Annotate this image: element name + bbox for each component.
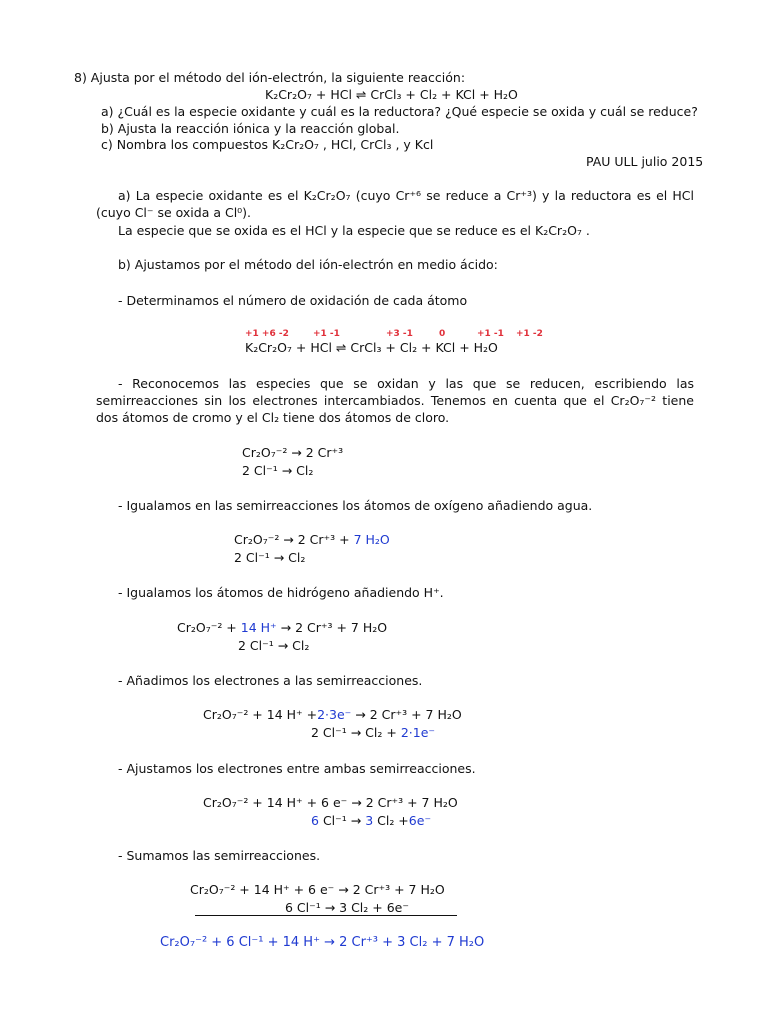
eq3-line2: 2 Cl⁻¹ → Cl₂	[234, 550, 306, 565]
question-reaction: K₂Cr₂O₇ + HCl ⇌ CrCl₃ + Cl₂ + KCl + H₂O	[265, 87, 518, 102]
ox-number-kcl: +1 -1	[477, 329, 504, 339]
eq5-electrons-1: 2·3e⁻	[317, 707, 352, 722]
part-b-intro: b) Ajustamos por el método del ión-electrón en medio ácido:	[118, 257, 498, 272]
eq5-line1: Cr₂O₇⁻² + 14 H⁺ +2·3e⁻ → 2 Cr⁺³ + 7 H₂O	[203, 707, 462, 722]
step-oxidation-numbers: - Determinamos el número de oxidación de cada átomo	[118, 293, 468, 308]
eq5-line2: 2 Cl⁻¹ → Cl₂ + 2·1e⁻	[311, 725, 435, 740]
step-add-electrons: - Añadimos los electrones a las semirreacciones.	[118, 673, 423, 688]
eq7-line1: Cr₂O₇⁻² + 14 H⁺ + 6 e⁻ → 2 Cr⁺³ + 7 H₂O	[190, 882, 445, 897]
eq4-protons: 14 H⁺	[240, 620, 277, 635]
ox-number-hcl: +1 -1	[313, 329, 340, 339]
eq4-line1: Cr₂O₇⁻² + 14 H⁺ → 2 Cr⁺³ + 7 H₂O	[177, 620, 388, 635]
eq2-line1: Cr₂O₇⁻² → 2 Cr⁺³	[242, 445, 344, 460]
eq3-line1: Cr₂O₇⁻² → 2 Cr⁺³ + 7 H₂O	[234, 532, 390, 547]
final-equation: Cr₂O₇⁻² + 6 Cl⁻¹ + 14 H⁺ → 2 Cr⁺³ + 3 Cl₂ + 7 H₂O	[160, 935, 485, 950]
part-a-paragraph-1: a) La especie oxidante es el K₂Cr₂O₇ (cuyo Cr⁺⁶ se reduce a Cr⁺³) y la reductora es el HCl (cuyo Cl⁻ se oxida a Cl⁰).	[96, 188, 694, 220]
eq3-water: 7 H₂O	[353, 532, 390, 547]
ox-reaction: K₂Cr₂O₇ + HCl ⇌ CrCl₃ + Cl₂ + KCl + H₂O	[245, 340, 498, 355]
eq6-line1: Cr₂O₇⁻² + 14 H⁺ + 6 e⁻ → 2 Cr⁺³ + 7 H₂O	[203, 795, 458, 810]
question-title: 8) Ajusta por el método del ión-electrón, la siguiente reacción:	[74, 70, 466, 85]
question-item-c: c) Nombra los compuestos K₂Cr₂O₇ , HCl, CrCl₃ , y Kcl	[101, 137, 434, 152]
ox-number-crcl3: +3 -1	[386, 329, 413, 339]
step-recognize-species: - Reconocemos las especies que se oxidan y las que se reducen, escribiendo las semirreacciones sin los electrones intercambiados. Tenemos en cuenta que el Cr₂O₇⁻² tiene dos átomos de cromo y el Cl₂ tiene dos átomos de cloro.	[96, 376, 694, 425]
step-balance-hydrogen: - Igualamos los átomos de hidrógeno añadiendo H⁺.	[118, 585, 444, 600]
eq5-electrons-2: 2·1e⁻	[400, 725, 435, 740]
step-balance-oxygen: - Igualamos en las semirreacciones los átomos de oxígeno añadiendo agua.	[118, 498, 593, 513]
question-item-b: b) Ajusta la reacción iónica y la reacción global.	[101, 121, 400, 136]
ox-number-cl2: 0	[439, 329, 446, 339]
sum-underline	[195, 915, 457, 916]
eq4-line2: 2 Cl⁻¹ → Cl₂	[238, 638, 310, 653]
eq2-line2: 2 Cl⁻¹ → Cl₂	[242, 463, 314, 478]
eq7-line2: 6 Cl⁻¹ → 3 Cl₂ + 6e⁻	[285, 900, 409, 915]
question-item-a: a) ¿Cuál es la especie oxidante y cuál es la reductora? ¿Qué especie se oxida y cuál se reduce?	[101, 104, 698, 119]
part-a-paragraph-2: La especie que se oxida es el HCl y la especie que se reduce es el K₂Cr₂O₇ .	[118, 223, 590, 238]
ox-number-k2cr2o7: +1 +6 -2	[245, 329, 289, 339]
source-label: PAU ULL julio 2015	[586, 154, 704, 169]
ox-number-h2o: +1 -2	[516, 329, 543, 339]
eq6-line2: 6 Cl⁻¹ → 3 Cl₂ +6e⁻	[311, 813, 432, 828]
step-sum-reactions: - Sumamos las semirreacciones.	[118, 848, 321, 863]
step-adjust-electrons: - Ajustamos los electrones entre ambas semirreacciones.	[118, 761, 476, 776]
